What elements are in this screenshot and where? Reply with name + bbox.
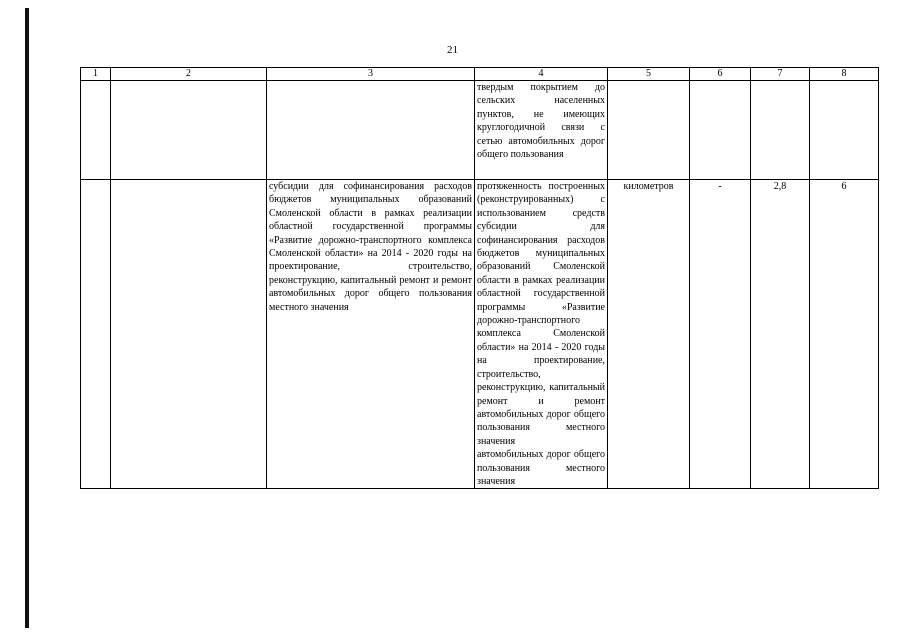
header-col-1: 1 bbox=[81, 68, 111, 81]
row1-col5-cell bbox=[608, 81, 690, 180]
header-col-2: 2 bbox=[111, 68, 267, 81]
header-col-6: 6 bbox=[690, 68, 751, 81]
row2-col6-value: - bbox=[690, 180, 751, 489]
row2-col2-cell bbox=[111, 180, 267, 489]
row2-col7-value: 2,8 bbox=[751, 180, 810, 489]
row1-col3-cell bbox=[267, 81, 475, 180]
header-col-5: 5 bbox=[608, 68, 690, 81]
header-col-7: 7 bbox=[751, 68, 810, 81]
row2-col3-cell: субсидии для софинансирования расходов бюджетов муниципальных образований Смоленской области в рамках реализации областной государственной программы «Развитие дорожно-транспортного комплекса Смоленской области» на 2014 - 2020 годы на проектирование, строительство, реконструкцию, капитальный ремонт и ремонт автомобильных дорог общего пользования местного значения bbox=[267, 180, 475, 489]
indicators-table bbox=[80, 67, 879, 489]
row1-col6-cell bbox=[690, 81, 751, 180]
row1-col4-cell: твердым покрытием до сельских населенных пунктов, не имеющих круглогодичной связи с сетью автомобильных дорог общего пользования bbox=[475, 81, 608, 180]
row2-col1-cell bbox=[81, 180, 111, 489]
table-row bbox=[81, 81, 879, 180]
header-col-4: 4 bbox=[475, 68, 608, 81]
row1-col2-cell bbox=[111, 81, 267, 180]
row2-col5-unit: километров bbox=[608, 180, 690, 489]
row1-col1-cell bbox=[81, 81, 111, 180]
left-margin-bar bbox=[25, 8, 29, 628]
row1-col7-cell bbox=[751, 81, 810, 180]
header-col-3: 3 bbox=[267, 68, 475, 81]
header-row bbox=[81, 68, 879, 81]
row2-col8-value: 6 bbox=[810, 180, 879, 489]
table-row bbox=[81, 180, 879, 489]
header-col-8: 8 bbox=[810, 68, 879, 81]
page-number: 21 bbox=[447, 44, 458, 56]
row2-col4-text-1: протяженность построенных (реконструированных) с использованием средств субсидии для софинансирования расходов бюджетов муниципальных образований Смоленской области в рамках реализации областной государственной программы «Развитие дорожно-транспортного комплекса Смоленской области» на 2014 - 2020 годы на проектирование, строительство, реконструкцию, капитальный ремонт и ремонт автомобильных дорог общего пользования местного значения bbox=[477, 181, 605, 447]
row1-col8-cell bbox=[810, 81, 879, 180]
row2-col4-cell bbox=[475, 180, 608, 489]
row2-col4-text-2: автомобильных дорог общего пользования местного значения bbox=[477, 449, 605, 487]
